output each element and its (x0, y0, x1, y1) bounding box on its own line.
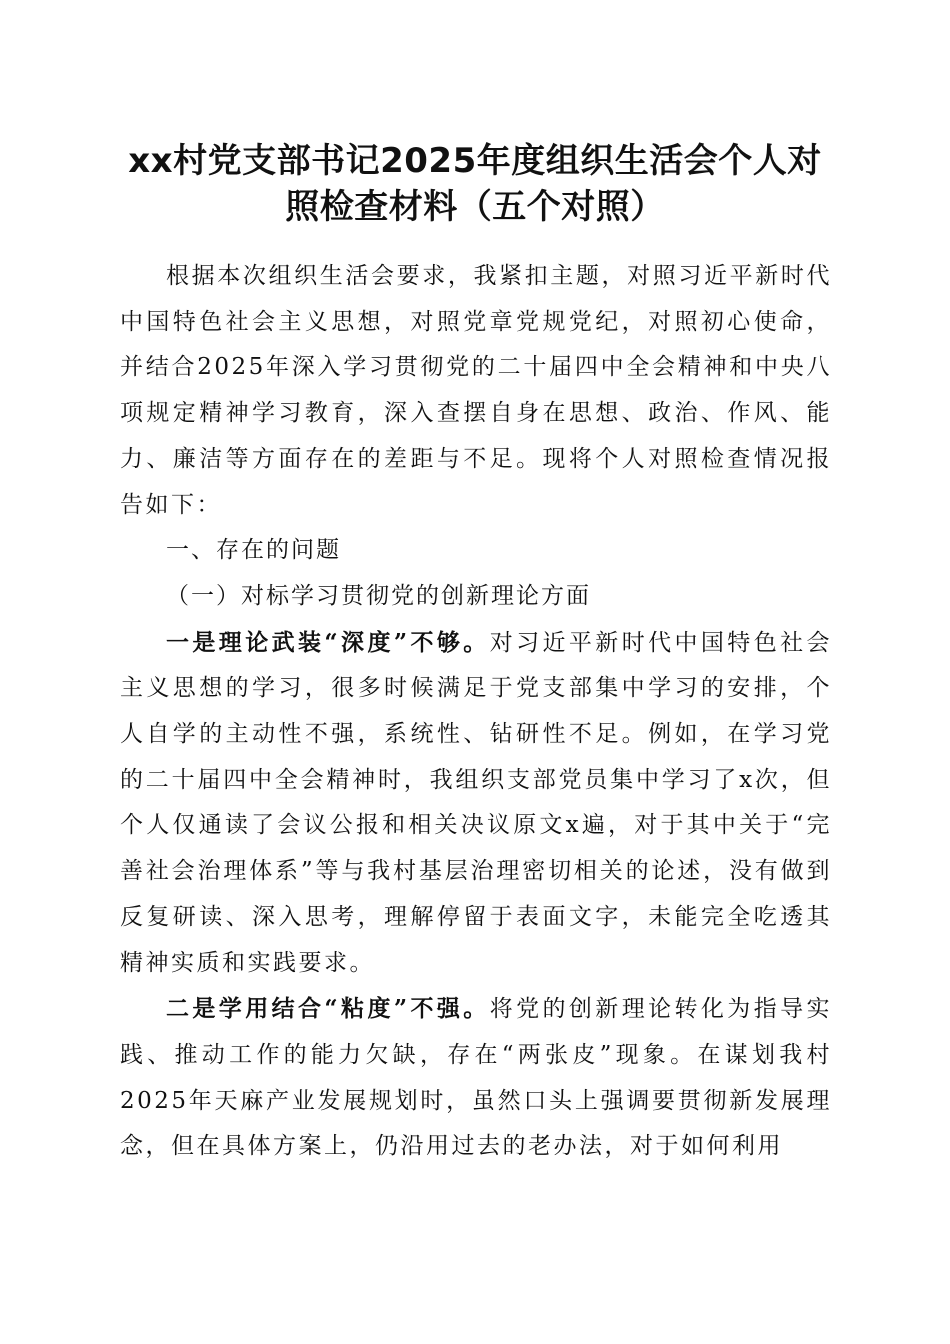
point-1-text: 对习近平新时代中国特色社会主义思想的学习，很多时候满足于党支部集中学习的安排，个人自学的主动性不强，系统性、钻研性不足。例如，在学习党的二十届四中全会精神时，我组织支部党员集中学习了x次，但个人仅通读了会议公报和相关决议原文x遍，对于其中关于“完善社会治理体系”等与我村基层治理密切相关的论述，没有做到反复研读、深入思考，理解停留于表面文字，未能完全吃透其精神实质和实践要求。 (120, 629, 833, 976)
document-body (120, 254, 832, 1170)
point-2-lead: 二是学用结合“粘度”不强。 (166, 995, 490, 1023)
point-paragraph-2 (120, 986, 832, 1170)
title-line-2: 照检查材料（五个对照） (285, 187, 665, 227)
document-title (110, 138, 840, 230)
title-line-1: xx村党支部书记2025年度组织生活会个人对 (128, 141, 822, 181)
section-heading-problems: 一、存在的问题 (166, 537, 341, 564)
point-paragraph-1 (120, 620, 832, 987)
point-1-lead: 一是理论武装“深度”不够。 (166, 628, 490, 656)
intro-paragraph: 根据本次组织生活会要求，我紧扣主题，对照习近平新时代中国特色社会主义思想，对照党章党规党纪，对照初心使命，并结合2025年深入学习贯彻党的二十届四中全会精神和中央八项规定精神学习教育，深入查摆自身在思想、政治、作风、能力、廉洁等方面存在的差距与不足。现将个人对照检查情况报告如下： (120, 263, 832, 518)
subsection-heading-theory: （一）对标学习贯彻党的创新理论方面 (166, 582, 591, 609)
point-2-text: 将党的创新理论转化为指导实践、推动工作的能力欠缺，存在“两张皮”现象。在谋划我村2025年天麻产业发展规划时，虽然口头上强调要贯彻新发展理念，但在具体方案上，仍沿用过去的老办法，对于如何利用 (120, 996, 833, 1160)
